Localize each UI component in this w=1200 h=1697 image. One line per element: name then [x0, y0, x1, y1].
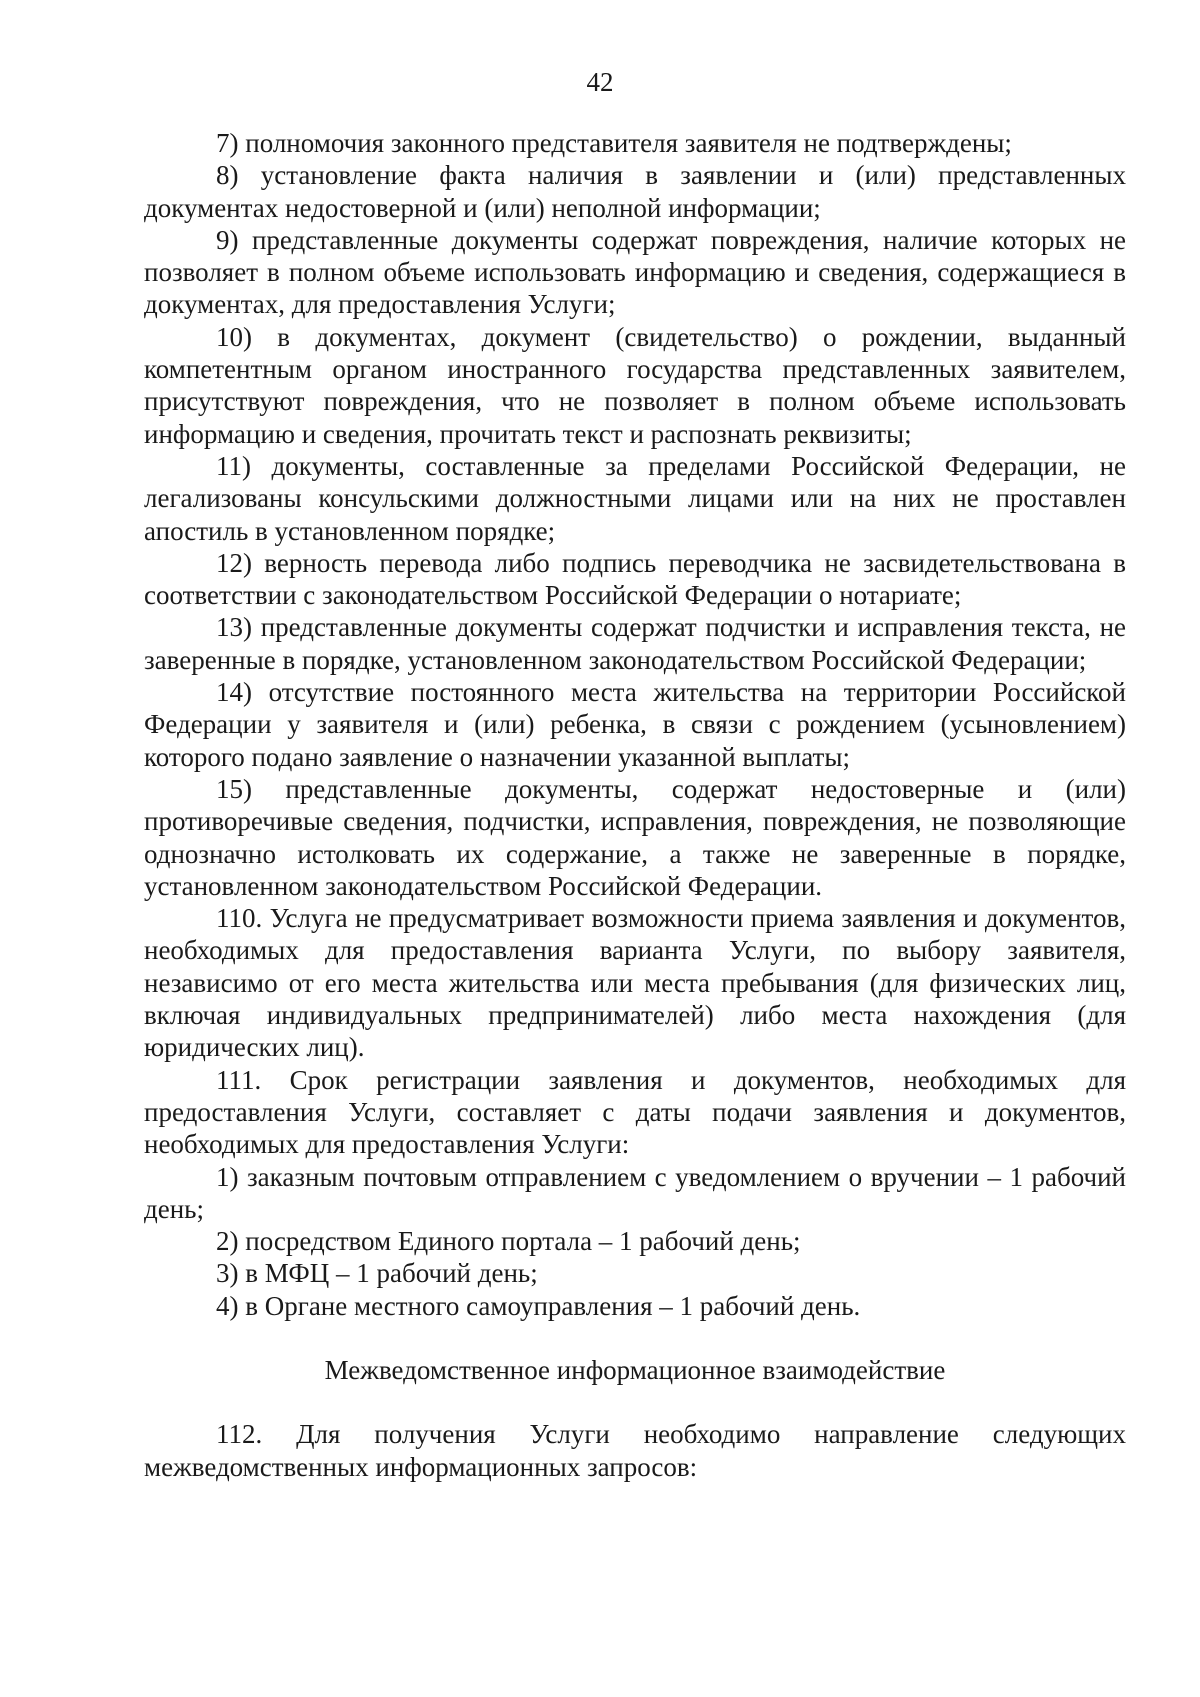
document-body: [144, 127, 1126, 1483]
paragraph-item-14: 14) отсутствие постоянного места жительства на территории Российской Федерации у заявителя и (или) ребенка, в связи с рождением (усыновлением) которого подано заявление о назначении указанной выплаты;: [144, 677, 1126, 772]
paragraph-110: 110. Услуга не предусматривает возможности приема заявления и документов, необходимых для предоставления варианта Услуги, по выбору заявителя, независимо от его места жительства или места пребывания (для физических лиц, включая индивидуальных предпринимателей) либо места нахождения (для юридических лиц).: [144, 903, 1126, 1063]
paragraph-111: 111. Срок регистрации заявления и документов, необходимых для предоставления Услуги, составляет с даты подачи заявления и документов, необходимых для предоставления Услуги:: [144, 1064, 1126, 1160]
paragraph-111-item-3: 3) в МФЦ – 1 рабочий день;: [216, 1258, 538, 1289]
paragraph-111-item-4: 4) в Органе местного самоуправления – 1 рабочий день.: [216, 1290, 861, 1321]
paragraph-item-11: 11) документы, составленные за пределами Российской Федерации, не легализованы консульскими должностными лицами или на них не проставлен апостиль в установленном порядке;: [144, 450, 1126, 546]
paragraph-111-item-1: 1) заказным почтовым отправлением с уведомлением о вручении – 1 рабочий день;: [144, 1161, 1126, 1224]
paragraph-item-15: 15) представленные документы, содержат недостоверные и (или) противоречивые сведения, подчистки, исправления, повреждения, не позволяющие однозначно истолковать их содержание, а также не заверенные в порядке, установленном законодательством Российской Федерации.: [144, 773, 1126, 901]
paragraph-item-12: 12) верность перевода либо подпись переводчика не засвидетельствована в соответствии с законодательством Российской Федерации о нотариате;: [144, 547, 1126, 611]
paragraph-item-8: 8) установление факта наличия в заявлении и (или) представленных документах недостоверной и (или) неполной информации;: [144, 160, 1126, 223]
paragraph-112: 112. Для получения Услуги необходимо направление следующих межведомственных информационных запросов:: [144, 1419, 1126, 1482]
section-heading: Межведомственное информационное взаимодействие: [324, 1354, 946, 1385]
paragraph-item-7: 7) полномочия законного представителя заявителя не подтверждены;: [216, 128, 1012, 158]
paragraph-item-9: 9) представленные документы содержат повреждения, наличие которых не позволяет в полном объеме использовать информацию и сведения, содержащиеся в документах, для предоставления Услуги;: [144, 224, 1126, 320]
paragraph-item-13: 13) представленные документы содержат подчистки и исправления текста, не заверенные в порядке, установленном законодательством Российской Федерации;: [144, 612, 1126, 675]
paragraph-111-item-2: 2) посредством Единого портала – 1 рабочий день;: [216, 1226, 801, 1257]
page-number: 42: [586, 67, 614, 97]
paragraph-item-10: 10) в документах, документ (свидетельство) о рождении, выданный компетентным органом иностранного государства представленных заявителем, присутствуют повреждения, что не позволяет в полном объеме использовать информацию и сведения, прочитать текст и распознать реквизиты;: [144, 321, 1126, 449]
